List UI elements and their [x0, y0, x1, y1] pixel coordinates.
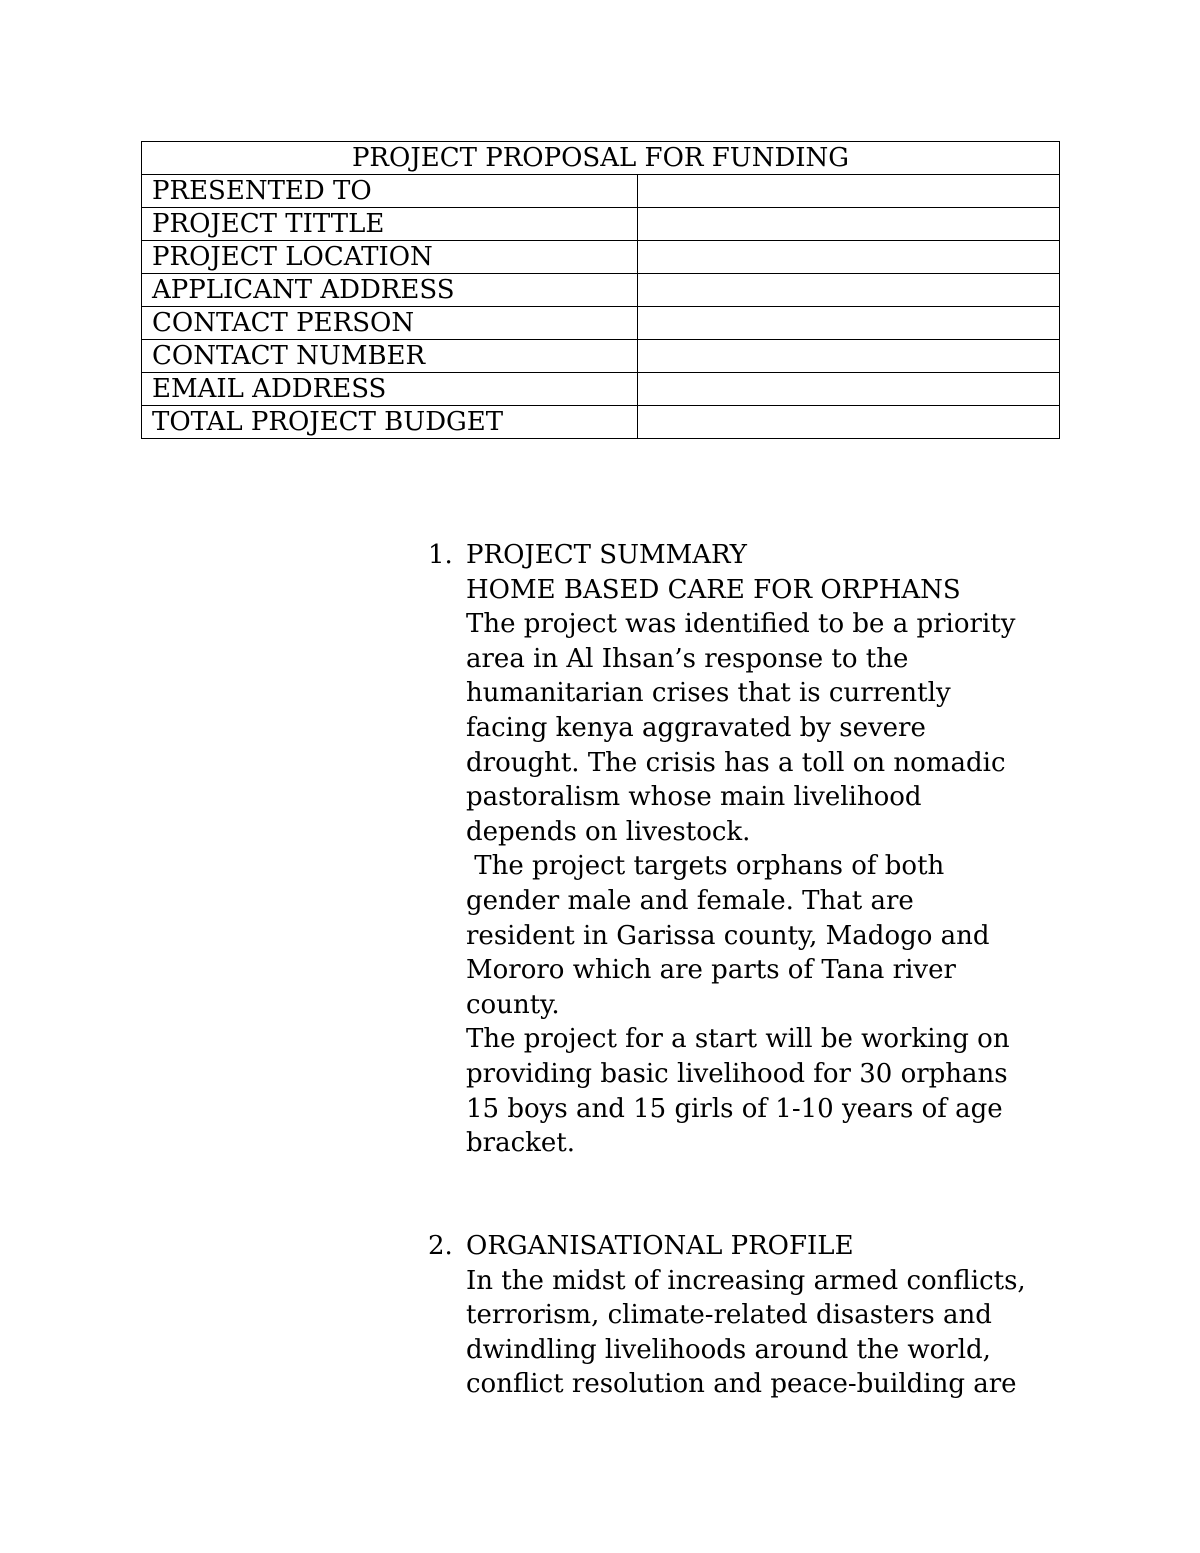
- row-value-project-location: [638, 241, 1060, 274]
- table-row: [142, 274, 1060, 307]
- row-label-project-tittle: PROJECT TITTLE: [142, 208, 638, 241]
- section-project-summary: [428, 538, 1068, 1161]
- table-row: [142, 208, 1060, 241]
- paragraph-line: dwindling livelihoods around the world,: [466, 1334, 991, 1365]
- row-value-contact-number: [638, 340, 1060, 373]
- section-subheading: HOME BASED CARE FOR ORPHANS: [466, 574, 961, 605]
- paragraph-line: facing kenya aggravated by severe: [466, 712, 926, 743]
- table-row: [142, 406, 1060, 439]
- section-organisational-profile: [428, 1229, 1068, 1402]
- section-number: 2.: [428, 1231, 453, 1261]
- paragraph-line: conflict resolution and peace-building are: [466, 1369, 1017, 1400]
- row-value-email-address: [638, 373, 1060, 406]
- paragraph-line: pastoralism whose main livelihood: [466, 782, 922, 813]
- paragraph-line: In the midst of increasing armed conflicts,: [466, 1265, 1026, 1296]
- row-value-applicant-address: [638, 274, 1060, 307]
- table-row: [142, 340, 1060, 373]
- paragraph-line: area in Al Ihsan’s response to the: [466, 643, 909, 674]
- paragraph-line: 15 boys and 15 girls of 1-10 years of age: [466, 1093, 1003, 1124]
- paragraph-line: gender male and female. That are: [466, 885, 914, 916]
- row-label-project-location: PROJECT LOCATION: [142, 241, 638, 274]
- table-row: [142, 307, 1060, 340]
- row-label-total-project-budget: TOTAL PROJECT BUDGET: [142, 406, 638, 439]
- table-row: [142, 241, 1060, 274]
- row-value-contact-person: [638, 307, 1060, 340]
- row-label-applicant-address: APPLICANT ADDRESS: [142, 274, 638, 307]
- row-label-presented-to: PRESENTED TO: [142, 175, 638, 208]
- row-label-email-address: EMAIL ADDRESS: [142, 373, 638, 406]
- table-title-row: [142, 142, 1060, 175]
- section-number: 1.: [428, 540, 453, 570]
- table-row: [142, 175, 1060, 208]
- paragraph-line: terrorism, climate-related disasters and: [466, 1300, 992, 1331]
- row-value-presented-to: [638, 175, 1060, 208]
- paragraph-line: depends on livestock.: [466, 816, 751, 847]
- paragraph-line: bracket.: [466, 1128, 575, 1159]
- paragraph-line: The project for a start will be working on: [466, 1024, 1010, 1055]
- paragraph-line: county.: [466, 989, 560, 1020]
- paragraph-line: humanitarian crises that is currently: [466, 678, 951, 709]
- paragraph-line: resident in Garissa county, Madogo and: [466, 920, 990, 951]
- table-row: [142, 373, 1060, 406]
- section-heading: PROJECT SUMMARY: [466, 540, 747, 570]
- section-heading: ORGANISATIONAL PROFILE: [466, 1231, 854, 1261]
- row-value-project-tittle: [638, 208, 1060, 241]
- paragraph-line: The project targets orphans of both: [466, 851, 945, 882]
- section-body: [466, 538, 1068, 1161]
- row-value-total-project-budget: [638, 406, 1060, 439]
- paragraph-line: providing basic livelihood for 30 orphans: [466, 1058, 1008, 1089]
- paragraph-line: drought. The crisis has a toll on nomadic: [466, 747, 1006, 778]
- row-label-contact-number: CONTACT NUMBER: [142, 340, 638, 373]
- section-body: [466, 1229, 1068, 1402]
- row-label-contact-person: CONTACT PERSON: [142, 307, 638, 340]
- paragraph-line: Mororo which are parts of Tana river: [466, 955, 956, 986]
- paragraph-line: The project was identified to be a priority: [466, 609, 1016, 640]
- proposal-header-table: [141, 141, 1060, 439]
- table-title: PROJECT PROPOSAL FOR FUNDING: [142, 142, 1060, 175]
